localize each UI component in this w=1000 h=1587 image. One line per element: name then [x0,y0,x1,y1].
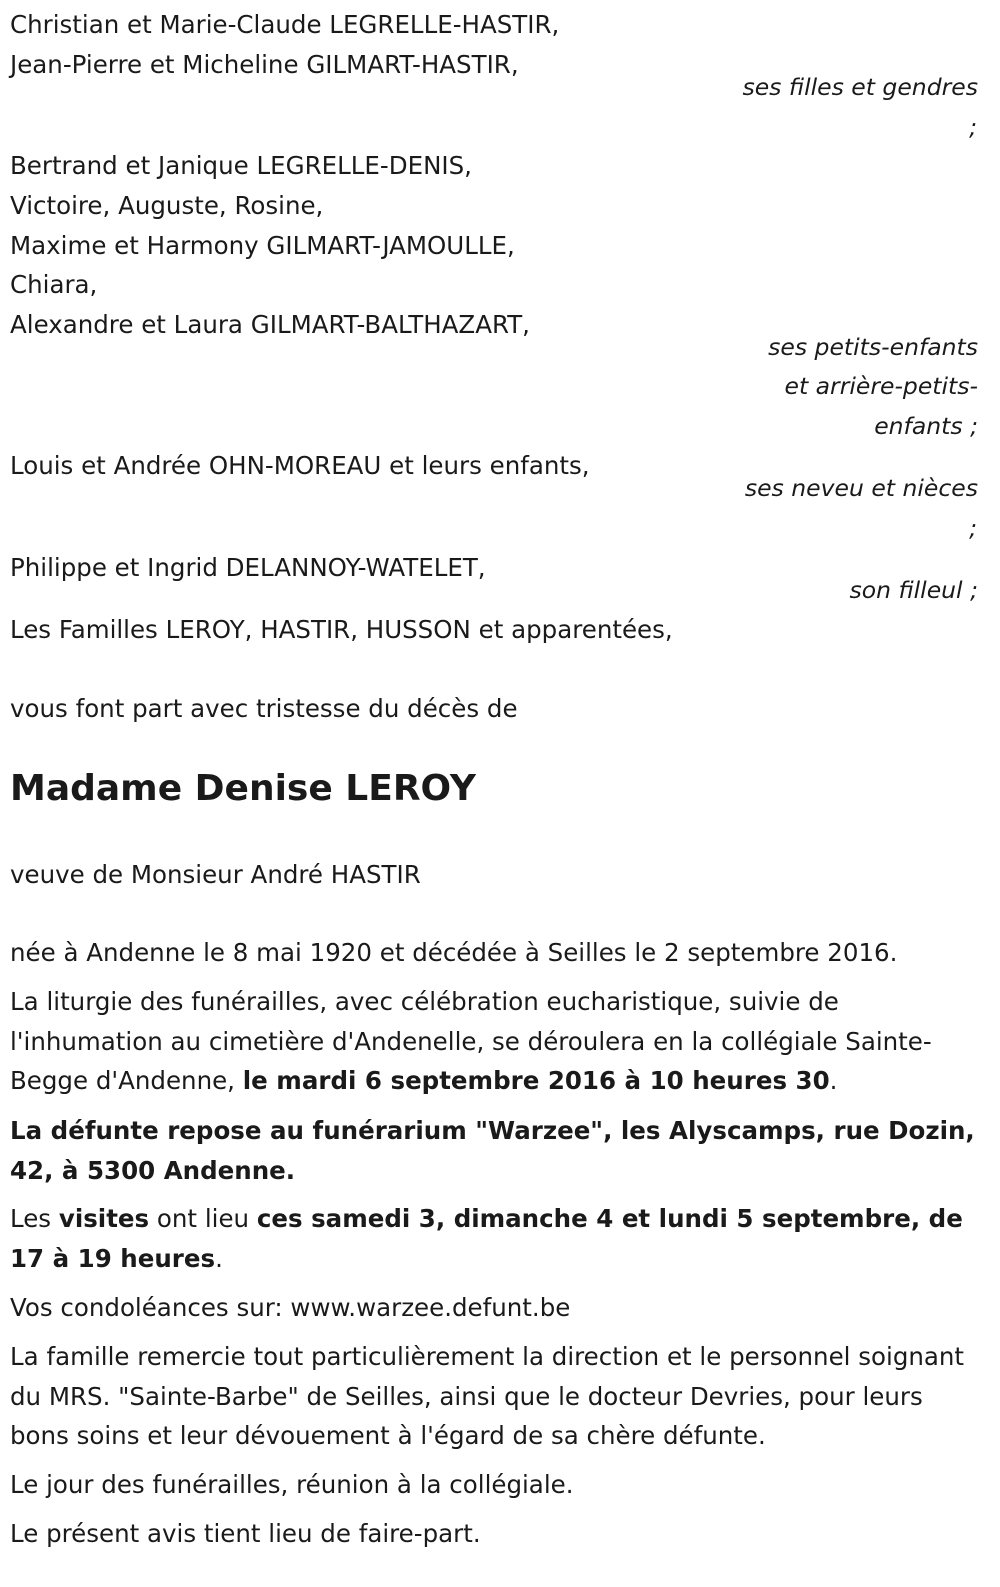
visits-end: . [215,1243,223,1273]
role-grandchildren-1: ses petits-enfants [768,333,978,361]
family-godson: Philippe et Ingrid DELANNOY-WATELET, [10,553,486,582]
family-grandchild-1: Bertrand et Janique LEGRELLE-DENIS, [10,151,472,180]
visits-word: visites [58,1204,150,1233]
liturgy-end: . [829,1066,838,1095]
condolences: Vos condoléances sur: www.warzee.defunt.be [10,1293,571,1322]
meeting: Le jour des funérailles, réunion à la collégiale. [10,1470,574,1499]
role-godson [849,571,978,611]
family-grandchild-4: Chiara, [10,270,98,299]
family-daughter-1: Christian et Marie-Claude LEGRELLE-HASTIR, [10,10,560,39]
role-daughters: ses filles et gendres [742,73,978,101]
liturgy-paragraph [10,982,985,1101]
role-grandchildren-3 [874,407,978,447]
family-grandchild-5: Alexandre et Laura GILMART-BALTHAZART, [10,310,530,339]
role-grandchildren-end: ; [970,412,978,440]
family-grandchild-3: Maxime et Harmony GILMART-JAMOULLE, [10,231,515,260]
liturgy-text: La liturgie des funérailles, avec célébration eucharistique, suivie de l'inhumation au cimetière d'Andenelle, se déroulera en la collégiale Sainte-Begge d'Andenne, [10,987,932,1095]
role-godson-end: ; [970,576,978,604]
liturgy-date: le mardi 6 septembre 2016 à 10 heures 30 [242,1066,830,1095]
family-other-families: Les Familles LEROY, HASTIR, HUSSON et apparentées, [10,615,673,644]
visits-prefix: Les [10,1204,59,1233]
role-godson-text: son filleul [849,576,963,604]
notice: Le présent avis tient lieu de faire-part. [10,1519,481,1548]
role-grandchildren-3-text: enfants [874,412,963,440]
role-nephews-end: ; [969,514,977,542]
family-grandchild-2: Victoire, Auguste, Rosine, [10,191,324,220]
birth-death: née à Andenne le 8 mai 1920 et décédée à Seilles le 2 septembre 2016. [10,938,898,967]
visits-middle: ont lieu [149,1204,257,1233]
family-nephews: Louis et Andrée OHN-MOREAU et leurs enfants, [10,451,590,480]
role-grandchildren-2: et arrière-petits- [784,372,978,400]
thanks-paragraph: La famille remercie tout particulièrement la direction et le personnel soignant du MRS. "Sainte-Barbe" de Seilles, ainsi que le docteur Devries, pour leurs bons soins et leur dévouement à l'égard de sa chère défunte. [10,1342,965,1450]
widow-of: veuve de Monsieur André HASTIR [10,860,421,889]
rest-place: La défunte repose au funérarium "Warzee", les Alyscamps, rue Dozin, 42, à 5300 Andenne. [10,1116,975,1185]
family-daughter-2: Jean-Pierre et Micheline GILMART-HASTIR, [10,50,519,79]
role-daughters-end: ; [969,113,977,141]
announcement-text: vous font part avec tristesse du décès de [10,694,518,723]
deceased-name: Madame Denise LEROY [10,768,476,809]
visits-paragraph [10,1199,985,1278]
visits-dates: ces samedi 3, dimanche 4 et lundi 5 septembre, de 17 à 19 heures [10,1204,963,1273]
role-nephews: ses neveu et nièces [744,474,978,502]
